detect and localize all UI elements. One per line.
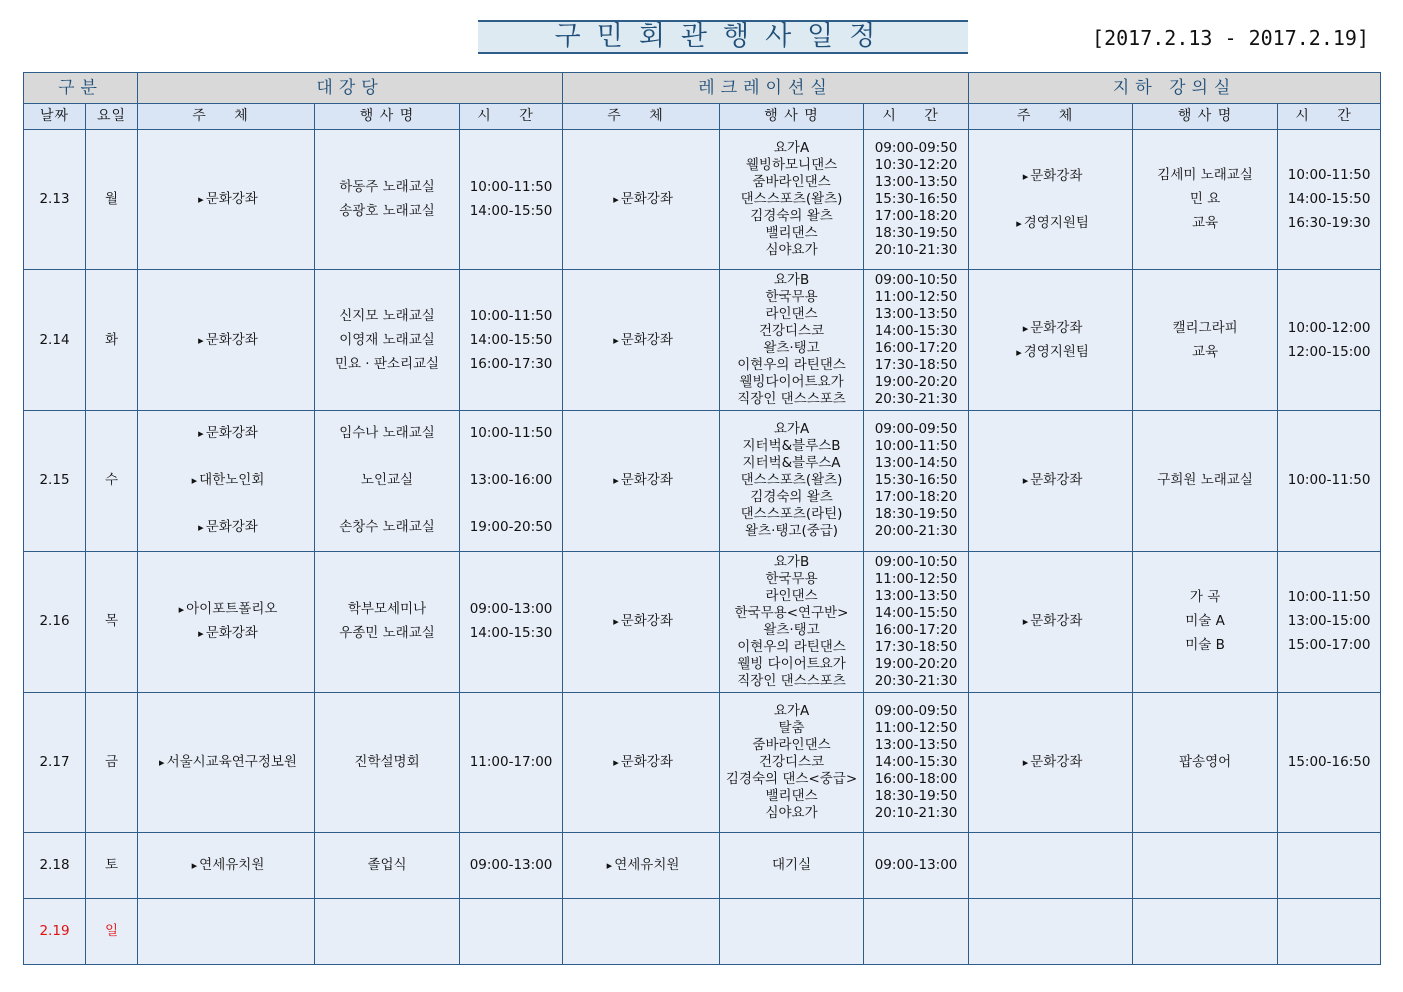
rec-event: 김경숙의 왈츠 [750, 208, 833, 225]
rec-time: 20:10-21:30 [874, 242, 958, 259]
basement-event: 가 곡 [1189, 589, 1221, 606]
hall-host-list [138, 857, 314, 874]
rec-time-list [864, 140, 968, 259]
rec-time: 10:00-11:50 [874, 438, 958, 455]
col-hall-host: 주 체 [138, 104, 315, 130]
rec-time: 19:00-20:20 [874, 374, 958, 391]
hall-time: 19:00-20:50 [469, 519, 553, 536]
basement-event-cell [1133, 692, 1278, 832]
basement-time-list [1278, 167, 1380, 232]
hall-host: ▸ 문화강좌 [194, 191, 258, 208]
rec-host: ▸ 문화강좌 [609, 754, 673, 771]
rec-event: 줌바라인댄스 [752, 174, 831, 191]
basement-host: ▸ 경영지원팀 [1012, 215, 1089, 232]
basement-time-cell [1278, 551, 1381, 692]
hall-event-cell [315, 130, 460, 270]
rec-event: 한국무용 [765, 570, 818, 587]
rec-host-cell [563, 130, 720, 270]
rec-time-cell [864, 692, 969, 832]
rec-event: 김경숙의 댄스<중급> [725, 770, 858, 787]
rec-time-cell [864, 551, 969, 692]
basement-event-cell [1133, 551, 1278, 692]
hall-event-cell [315, 898, 460, 964]
basement-event-cell [1133, 411, 1278, 551]
weekday-cell: 화 [86, 270, 138, 411]
hall-time-cell [460, 832, 563, 898]
hall-event-cell [315, 832, 460, 898]
rec-event: 웰빙하모니댄스 [745, 157, 838, 174]
rec-time-cell [864, 898, 969, 964]
rec-event: 직장인 댄스스포츠 [737, 672, 846, 689]
rec-time: 09:00-09:50 [874, 140, 958, 157]
hall-event: 송광호 노래교실 [339, 203, 435, 220]
hall-event: 이영재 노래교실 [339, 331, 435, 348]
col-rec-host: 주 체 [563, 104, 720, 130]
col-basement-event: 행 사 명 [1133, 104, 1278, 130]
rec-event: 웰빙다이어트요가 [739, 374, 844, 391]
hall-host-cell [138, 898, 315, 964]
weekday-cell: 금 [86, 692, 138, 832]
hall-event-list [315, 857, 459, 874]
rec-time: 15:30-16:50 [874, 472, 958, 489]
rec-event: 댄스스포츠(라틴) [740, 506, 843, 523]
hall-time: 14:00-15:30 [469, 625, 553, 642]
rec-event-list [720, 703, 863, 822]
basement-event: 김세미 노래교실 [1157, 167, 1253, 184]
rec-time: 20:10-21:30 [874, 804, 958, 821]
rec-event: 요가A [773, 702, 810, 719]
rec-event: 왈츠·탱고 [763, 340, 820, 357]
hall-event-list [315, 308, 459, 373]
basement-event: 팝송영어 [1178, 753, 1232, 770]
weekday-cell: 수 [86, 411, 138, 551]
basement-event-list [1133, 167, 1277, 232]
basement-host-cell [969, 411, 1133, 551]
rec-time: 11:00-12:50 [874, 289, 958, 306]
basement-event-cell [1133, 130, 1278, 270]
col-rec-event: 행 사 명 [720, 104, 864, 130]
basement-time: 10:00-11:50 [1287, 589, 1371, 606]
hall-time-list [460, 754, 562, 771]
rec-event: 라인댄스 [765, 587, 818, 604]
col-basement-host: 주 체 [969, 104, 1133, 130]
basement-event-list [1133, 472, 1277, 489]
rec-time: 20:00-21:30 [874, 523, 958, 540]
rec-event: 이현우의 라틴댄스 [737, 357, 846, 374]
hall-time: 16:00-17:30 [469, 355, 553, 372]
date-cell: 2.19 [24, 898, 86, 964]
page-title: 구민회관행사일정 [478, 20, 968, 54]
col-hall-event: 행 사 명 [315, 104, 460, 130]
basement-time-cell [1278, 411, 1381, 551]
rec-time: 17:30-18:50 [874, 638, 958, 655]
rec-time: 11:00-12:50 [874, 570, 958, 587]
rec-event: 지터벅&블루스A [742, 455, 841, 472]
rec-event: 직장인 댄스스포츠 [737, 391, 846, 408]
rec-time-cell [864, 270, 969, 411]
date-cell: 2.17 [24, 692, 86, 832]
schedule-row [24, 130, 1381, 270]
date-cell: 2.13 [24, 130, 86, 270]
schedule-row [24, 692, 1381, 832]
hall-event-cell [315, 411, 460, 551]
basement-time-list [1278, 472, 1380, 489]
hall-host-cell [138, 832, 315, 898]
date-range: [2017.2.13 - 2017.2.19] [1092, 26, 1369, 50]
hall-host: ▸ 서울시교육연구정보원 [155, 754, 297, 771]
rec-event-cell [720, 551, 864, 692]
rec-time-list [864, 272, 968, 408]
hall-host-list [138, 425, 314, 536]
rec-time: 18:30-19:50 [874, 787, 958, 804]
weekday-cell: 월 [86, 130, 138, 270]
rec-time: 17:00-18:20 [874, 208, 958, 225]
rec-event: 김경숙의 왈츠 [750, 489, 833, 506]
hall-host: ▸ 문화강좌 [194, 332, 258, 349]
hall-host-list [138, 754, 314, 771]
date-cell: 2.18 [24, 832, 86, 898]
basement-host-list [969, 168, 1132, 232]
date-cell: 2.16 [24, 551, 86, 692]
hall-time-list [460, 601, 562, 642]
rec-host-cell [563, 411, 720, 551]
basement-event: 미술 B [1185, 637, 1225, 654]
basement-time: 12:00-15:00 [1287, 343, 1371, 360]
hall-event: 진학설명회 [354, 753, 420, 770]
hall-host: ▸ 대한노인회 [188, 472, 265, 489]
hall-host-list [138, 332, 314, 349]
rec-event-cell [720, 692, 864, 832]
hall-event: 학부모세미나 [347, 601, 427, 618]
rec-host: ▸ 연세유치원 [603, 857, 680, 874]
basement-event-cell [1133, 832, 1278, 898]
rec-time: 14:00-15:30 [874, 753, 958, 770]
rec-time: 13:00-13:50 [874, 587, 958, 604]
hall-time: 14:00-15:50 [469, 203, 553, 220]
basement-time: 16:30-19:30 [1287, 215, 1371, 232]
rec-host-cell [563, 832, 720, 898]
rec-time: 15:30-16:50 [874, 191, 958, 208]
col-hall-time: 시 간 [460, 104, 563, 130]
rec-event: 왈츠·탱고(중급) [745, 523, 839, 540]
basement-event: 교육 [1192, 215, 1219, 232]
hall-time: 10:00-11:50 [469, 425, 553, 442]
rec-time: 18:30-19:50 [874, 506, 958, 523]
basement-host-cell [969, 130, 1133, 270]
rec-time: 14:00-15:50 [874, 604, 958, 621]
hall-time: 11:00-17:00 [469, 753, 553, 770]
hall-host: ▸ 연세유치원 [188, 857, 265, 874]
rec-time: 11:00-12:50 [874, 719, 958, 736]
basement-time-list [1278, 589, 1380, 654]
rec-time-list [864, 703, 968, 822]
basement-host: ▸ 경영지원팀 [1012, 344, 1089, 361]
rec-event: 지터벅&블루스B [742, 438, 841, 455]
hall-time-cell [460, 130, 563, 270]
basement-event: 캘리그라피 [1172, 319, 1238, 336]
rec-event-cell [720, 270, 864, 411]
rec-host-cell [563, 898, 720, 964]
basement-host-cell [969, 692, 1133, 832]
hall-time-cell [460, 551, 563, 692]
rec-event-list [720, 140, 863, 259]
rec-event: 심야요가 [765, 804, 818, 821]
basement-host-list [969, 320, 1132, 361]
rec-event: 한국무용 [765, 289, 818, 306]
basement-host-list [969, 754, 1132, 771]
rec-time: 09:00-10:50 [874, 272, 958, 289]
hall-host-cell [138, 130, 315, 270]
rec-event: 왈츠·탱고 [763, 621, 820, 638]
rec-event: 줌바라인댄스 [752, 736, 831, 753]
hall-host-cell [138, 692, 315, 832]
basement-event-cell [1133, 270, 1278, 411]
rec-time: 13:00-13:50 [874, 174, 958, 191]
basement-time-cell [1278, 130, 1381, 270]
basement-host-cell [969, 270, 1133, 411]
rec-time-cell [864, 130, 969, 270]
basement-host: ▸ 문화강좌 [1019, 168, 1083, 185]
rec-time: 17:30-18:50 [874, 357, 958, 374]
rec-time: 18:30-19:50 [874, 225, 958, 242]
rec-time: 16:00-18:00 [874, 770, 958, 787]
rec-event-list [720, 554, 863, 690]
basement-host-list [969, 613, 1132, 630]
hall-time: 10:00-11:50 [469, 307, 553, 324]
schedule-row [24, 832, 1381, 898]
hall-event-list [315, 601, 459, 642]
rec-event: 댄스스포츠(왈츠) [740, 472, 843, 489]
hall-host-cell [138, 411, 315, 551]
rec-time: 16:00-17:20 [874, 621, 958, 638]
hall-time-cell [460, 411, 563, 551]
basement-host-cell [969, 551, 1133, 692]
rec-time-list [864, 857, 968, 874]
hall-event-list [315, 754, 459, 771]
hall-host-cell [138, 270, 315, 411]
hall-host: ▸ 문화강좌 [194, 625, 258, 642]
hall-event: 손창수 노래교실 [339, 519, 435, 536]
basement-time-cell [1278, 692, 1381, 832]
rec-event: 댄스스포츠(왈츠) [740, 191, 843, 208]
rec-host-cell [563, 551, 720, 692]
rec-event: 탈춤 [778, 719, 805, 736]
weekday-cell: 토 [86, 832, 138, 898]
hall-host: ▸ 문화강좌 [194, 519, 258, 536]
basement-host: ▸ 문화강좌 [1019, 613, 1083, 630]
basement-host-list [969, 472, 1132, 489]
rec-time: 09:00-13:00 [874, 856, 958, 873]
rec-time: 13:00-13:50 [874, 306, 958, 323]
basement-host: ▸ 문화강좌 [1019, 754, 1083, 771]
hall-time: 13:00-16:00 [469, 472, 553, 489]
hall-time: 09:00-13:00 [469, 856, 553, 873]
hall-event-list [315, 425, 459, 536]
rec-host-cell [563, 692, 720, 832]
schedule-table [23, 72, 1381, 965]
rec-host: ▸ 문화강좌 [609, 472, 673, 489]
basement-event-list [1133, 589, 1277, 654]
rec-time: 14:00-15:30 [874, 323, 958, 340]
column-header-row [24, 104, 1381, 130]
section-recreation-room: 레크레이션실 [563, 73, 969, 104]
rec-event: 요가B [773, 272, 810, 289]
basement-time: 14:00-15:50 [1287, 191, 1371, 208]
rec-event: 이현우의 라틴댄스 [737, 638, 846, 655]
rec-time-list [864, 554, 968, 690]
basement-host-cell [969, 832, 1133, 898]
hall-event-cell [315, 692, 460, 832]
hall-time: 09:00-13:00 [469, 601, 553, 618]
rec-time: 17:00-18:20 [874, 489, 958, 506]
rec-event-cell [720, 832, 864, 898]
rec-event-list [720, 421, 863, 540]
hall-time: 10:00-11:50 [469, 179, 553, 196]
hall-event: 하동주 노래교실 [339, 179, 435, 196]
rec-event: 심야요가 [765, 242, 818, 259]
rec-event: 웰빙 다이어트요가 [737, 655, 846, 672]
hall-time: 14:00-15:50 [469, 331, 553, 348]
hall-event: 신지모 노래교실 [339, 307, 435, 324]
weekday-cell: 목 [86, 551, 138, 692]
rec-host: ▸ 문화강좌 [609, 191, 673, 208]
hall-event: 임수나 노래교실 [339, 425, 435, 442]
section-header-row [24, 73, 1381, 104]
rec-host-cell [563, 270, 720, 411]
basement-event: 미술 A [1185, 613, 1225, 630]
date-cell: 2.14 [24, 270, 86, 411]
hall-time-cell [460, 898, 563, 964]
hall-host-cell [138, 551, 315, 692]
basement-time-cell [1278, 898, 1381, 964]
basement-time: 10:00-11:50 [1287, 472, 1371, 489]
col-basement-time: 시 간 [1278, 104, 1381, 130]
col-rec-time: 시 간 [864, 104, 969, 130]
weekday-cell: 일 [86, 898, 138, 964]
basement-time-cell [1278, 270, 1381, 411]
rec-time: 13:00-14:50 [874, 455, 958, 472]
basement-time-list [1278, 754, 1380, 771]
date-cell: 2.15 [24, 411, 86, 551]
hall-host: ▸ 문화강좌 [194, 425, 258, 442]
hall-host-list [138, 191, 314, 208]
rec-event-cell [720, 411, 864, 551]
rec-event: 밸리댄스 [765, 787, 818, 804]
rec-event: 대기실 [771, 856, 812, 873]
schedule-row [24, 270, 1381, 411]
rec-event: 한국무용<연구반> [734, 604, 849, 621]
basement-event: 구희원 노래교실 [1157, 472, 1253, 489]
hall-host-list [138, 601, 314, 642]
hall-time-list [460, 179, 562, 220]
rec-event-list [720, 857, 863, 874]
rec-time: 09:00-09:50 [874, 421, 958, 438]
basement-time-cell [1278, 832, 1381, 898]
rec-event: 라인댄스 [765, 306, 818, 323]
rec-time: 13:00-13:50 [874, 736, 958, 753]
basement-host-cell [969, 898, 1133, 964]
basement-event-cell [1133, 898, 1278, 964]
rec-time: 10:30-12:20 [874, 157, 958, 174]
rec-time: 19:00-20:20 [874, 655, 958, 672]
rec-time-cell [864, 832, 969, 898]
rec-time: 20:30-21:30 [874, 391, 958, 408]
basement-time: 15:00-16:50 [1287, 753, 1371, 770]
rec-time: 09:00-10:50 [874, 553, 958, 570]
rec-event-list [720, 272, 863, 408]
hall-event-list [315, 179, 459, 220]
basement-time-list [1278, 320, 1380, 361]
hall-event: 노인교실 [360, 472, 414, 489]
basement-host: ▸ 문화강좌 [1019, 320, 1083, 337]
hall-event: 졸업식 [367, 856, 407, 873]
basement-time: 13:00-15:00 [1287, 613, 1371, 630]
section-basement-room: 지하 강의실 [969, 73, 1381, 104]
section-hall: 대강당 [138, 73, 563, 104]
rec-time: 20:30-21:30 [874, 672, 958, 689]
hall-time-cell [460, 692, 563, 832]
basement-host: ▸ 문화강좌 [1019, 472, 1083, 489]
hall-time-list [460, 308, 562, 373]
schedule-row [24, 411, 1381, 551]
hall-time-cell [460, 270, 563, 411]
section-category: 구분 [24, 73, 138, 104]
hall-event: 민요 · 판소리교실 [334, 355, 440, 372]
schedule-row [24, 551, 1381, 692]
rec-host: ▸ 문화강좌 [609, 613, 673, 630]
col-weekday: 요일 [86, 104, 138, 130]
col-date: 날짜 [24, 104, 86, 130]
basement-event-list [1133, 320, 1277, 361]
hall-time-list [460, 425, 562, 536]
rec-time-list [864, 421, 968, 540]
rec-event: 요가A [773, 140, 810, 157]
rec-event: 요가B [773, 553, 810, 570]
hall-event: 우종민 노래교실 [339, 625, 435, 642]
basement-event-list [1133, 754, 1277, 771]
basement-time: 10:00-11:50 [1287, 167, 1371, 184]
hall-host: ▸ 아이포트폴리오 [175, 601, 278, 618]
schedule-row [24, 898, 1381, 964]
rec-host: ▸ 문화강좌 [609, 332, 673, 349]
rec-time: 09:00-09:50 [874, 702, 958, 719]
rec-event: 요가A [773, 421, 810, 438]
rec-time-cell [864, 411, 969, 551]
basement-time: 10:00-12:00 [1287, 319, 1371, 336]
hall-time-list [460, 857, 562, 874]
rec-event-cell [720, 898, 864, 964]
rec-event: 밸리댄스 [765, 225, 818, 242]
rec-event: 건강디스코 [758, 323, 825, 340]
basement-time: 15:00-17:00 [1287, 637, 1371, 654]
rec-event-cell [720, 130, 864, 270]
rec-event: 건강디스코 [758, 753, 825, 770]
hall-event-cell [315, 551, 460, 692]
hall-event-cell [315, 270, 460, 411]
rec-time: 16:00-17:20 [874, 340, 958, 357]
basement-event: 교육 [1192, 343, 1219, 360]
basement-event: 민 요 [1189, 191, 1221, 208]
